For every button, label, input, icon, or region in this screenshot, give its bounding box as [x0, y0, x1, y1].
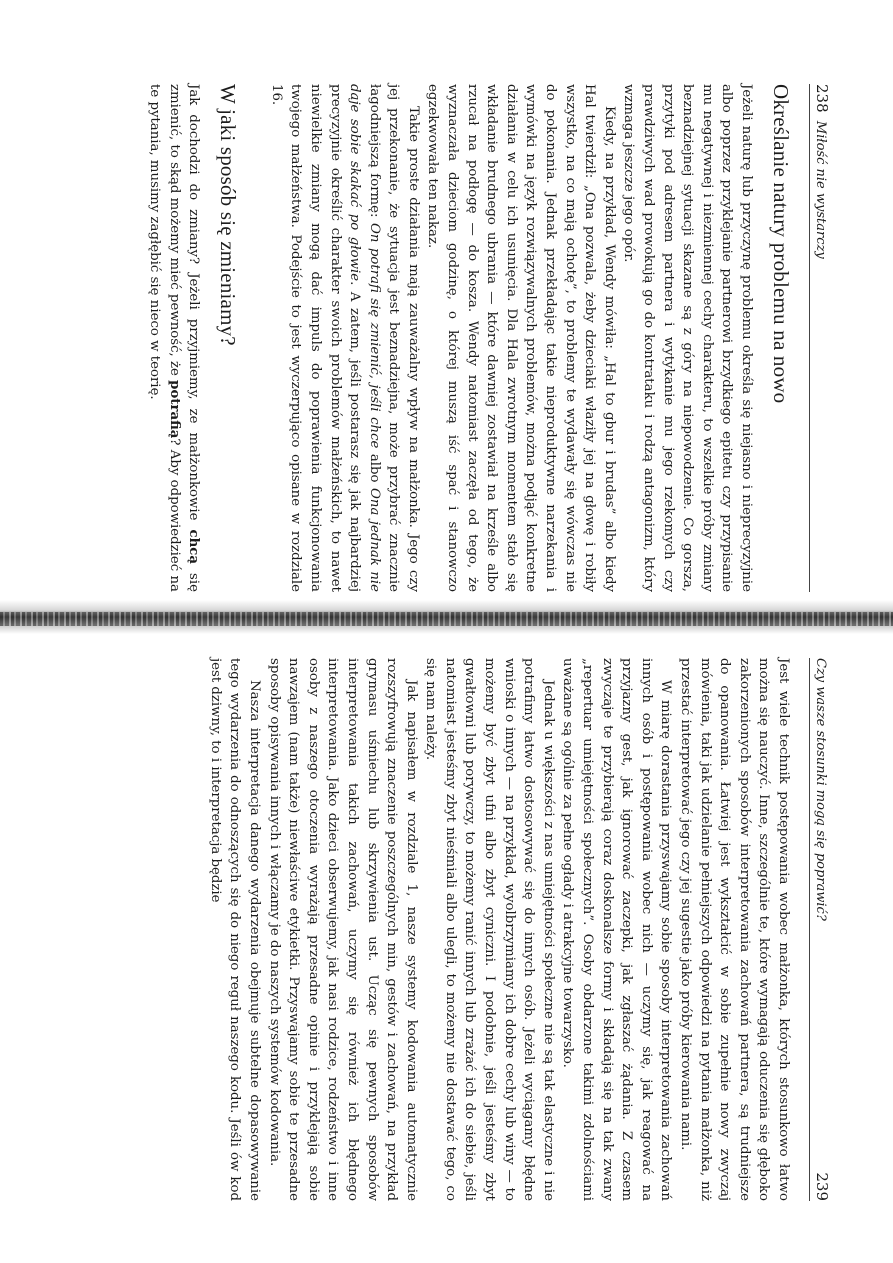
left-p4-bold-1: chcą: [186, 529, 202, 565]
left-p3-end: . A zatem, jeśli postarasz się jak najbardziej precyzyjnie określić charakter swoich problemów małżeńskich, to nawet niewielkie zmiany mogą dać impuls do poprawienia funkcjonowania twojego małżeństwa. Podejście to jest wyczerpująco opisane w rozdziale 16.: [268, 84, 363, 592]
right-paragraph-5: Nasza interpretacja danego wydarzenia obejmuje subtelne dopasowywanie tego wydarzenia do odnoszących się do niego reguł naszego kodu. Jeśli ów kod jest dziwny, to i interpretacja będzie: [207, 658, 262, 1201]
left-p4-bold-2: potrafią: [166, 380, 182, 439]
right-paragraph-1: Jest wiele technik postępowania wobec małżonka, których stosunkowo łatwo można się nauczyć. Inne, szczególnie te, które wymagają oduczenia się głęboko zakorzenionych sposobów interpretowania zachowań partnera, są trudniejsze do opanowania. Łatwiej jest wykształcić w sobie zupełnie nowy zwyczaj mówienia, taki jak udzielanie pełniejszych odpowiedzi na pytania małżonka, niż przestać interpretować jego czy jej sugestie jako próby kierowania nami.: [678, 658, 791, 1201]
left-page-header: [813, 84, 831, 259]
left-p4-mid: się zmienić, to skąd możemy mieć pewność, że: [166, 84, 202, 592]
left-running-title: Miłość nie wystarczy: [813, 120, 828, 259]
left-p4-start: Jak dochodzi do zmiany? Jeżeli przyjmiemy, ze małżonkowie: [186, 84, 202, 530]
left-p3-mid: albo: [366, 448, 382, 488]
right-page: [0, 620, 893, 1263]
left-p4-end: ? Aby odpowiedzieć na te pytania, musimy zagłębić się nieco w teorię.: [146, 84, 182, 592]
left-paragraph-1: Jeżeli naturę lub przyczynę problemu określa się niejasno i nieprecyzyjnie albo poprzez przyklejanie partnerowi brzydkiego epitetu czy przypisanie mu negatywnej i niezmiennej cechy charakteru, to wszelkie próby zmiany beznadziejnej sytuacji skazane są z góry na niepowodzenie. Co gorsza, przytyki pod adresem partnera i wytykanie mu jego rzekomych czy prawdziwych wad prowokują go do kontrataku i rodzą antagonizm, który wzmaga jeszcze jego opór.: [621, 84, 754, 592]
right-running-title: Czy wasze stosunki mogą się poprawić?: [813, 658, 828, 921]
left-p3-emphasis-1: On potrafi się zmienić, jeśli chce: [366, 222, 382, 449]
left-page: [0, 0, 893, 620]
right-page-number: 239: [813, 1172, 831, 1201]
section-heading-redefining-problem: Określanie natury problemu na nowo: [769, 84, 793, 404]
right-paragraph-2: W miarę dorastania przyswajamy sobie sposoby interpretowania zachowań innych osób i postępowania wobec nich — uczymy się, jak reagować na przyjazny gest, jak ignorować zaczepki, jak zgłaszać żądania. Z czasem zwyczaje te przybierają coraz doskonalsze formy i składają się na tak zwany „repertuar umiejętności społecznych”. Osoby obdarzone takimi zdolnościami uważane są ogólnie za pełne ogłady i atrakcyjne towarzysko.: [560, 658, 674, 1201]
right-running-head: [809, 658, 831, 1201]
left-page-number: 238: [813, 84, 831, 113]
left-p3-emphasis-2: Ona jednak nie daje sobie skakać po głowie: [347, 84, 382, 592]
left-running-head: [809, 84, 831, 592]
right-paragraph-3: Jednak u większości z nas umiejętności społeczne nie są tak elastyczne i nie potrafimy łatwo dostosowywać się do innych osób. Jeżeli wyciągamy błędne wnioski o innych — na przykład, wyolbrzymiamy ich dobre cechy lub winy — to możemy być zbyt ufni albo zbyt cyniczni. I podobnie, jeśli jesteśmy zbyt gwałtowni lub porywczy, to możemy ranić innych lub zrażać ich do siebie, jeśli natomiast jesteśmy zbyt nieśmiali albo ulegli, to możemy nie dostawać tego, co się nam należy.: [423, 658, 556, 1201]
left-p3-start: Takie proste działania mają zauważalny wpływ na małżonka. Jego czy jej przekonanie, że sytuacja jest beznadziejna, może przybrać znacznie łagodniejszą formę:: [366, 84, 421, 592]
section-heading-how-we-change: W jaki sposób się zmieniamy?: [216, 84, 241, 346]
left-paragraph-2: Kiedy, na przykład, Wendy mówiła: „Hal to gbur i brudas” albo kiedy Hal twierdził: „Ona pozwala, żeby dzieciaki właziły jej na głowę i robiły wszystko, na co mają ochotę”, to problemy te wydawały się wówczas nie do pokonania. Jednak przekładając takie nieproduktywne narzekania i wymówki na język rozwiązywalnych problemów, można podjąć konkretne działania w celu ich usunięcia. Dla Hala zwrotnym momentem stało się wkładanie brudnego ubrania — które dawniej zostawiał na krześle albo rzucał na podłogę — do kosza. Wendy natomiast zaczęła od tego, że wyznaczała dzieciom godzinę, o której muszą iść spać i stanowczo egzekwowała ten nakaz.: [425, 84, 617, 592]
left-paragraph-4: [144, 84, 203, 592]
right-paragraph-4: Jak napisałem w rozdziale 1, nasze systemy kodowania automatycznie rozszyfrowują znaczenie poszczególnych min, gestów i zachowań, na przykład grymasu uśmiechu lub skrzywienia ust. Ucząc się pewnych sposobów interpretowania takich zachowań, uczymy się również ich błędnego interpretowania. Jako dzieci obserwujemy, jak nasi rodzice, rodzeństwo i inne osoby z naszego otoczenia wyrażają przesadne opinie i przyklejają sobie nawzajem (nam także) niewłaściwe etykietki. Przyswajamy sobie te przesadne sposoby opisywania innych i włączamy je do naszych systemów kodowania.: [266, 658, 419, 1201]
left-paragraph-3: [266, 84, 423, 592]
